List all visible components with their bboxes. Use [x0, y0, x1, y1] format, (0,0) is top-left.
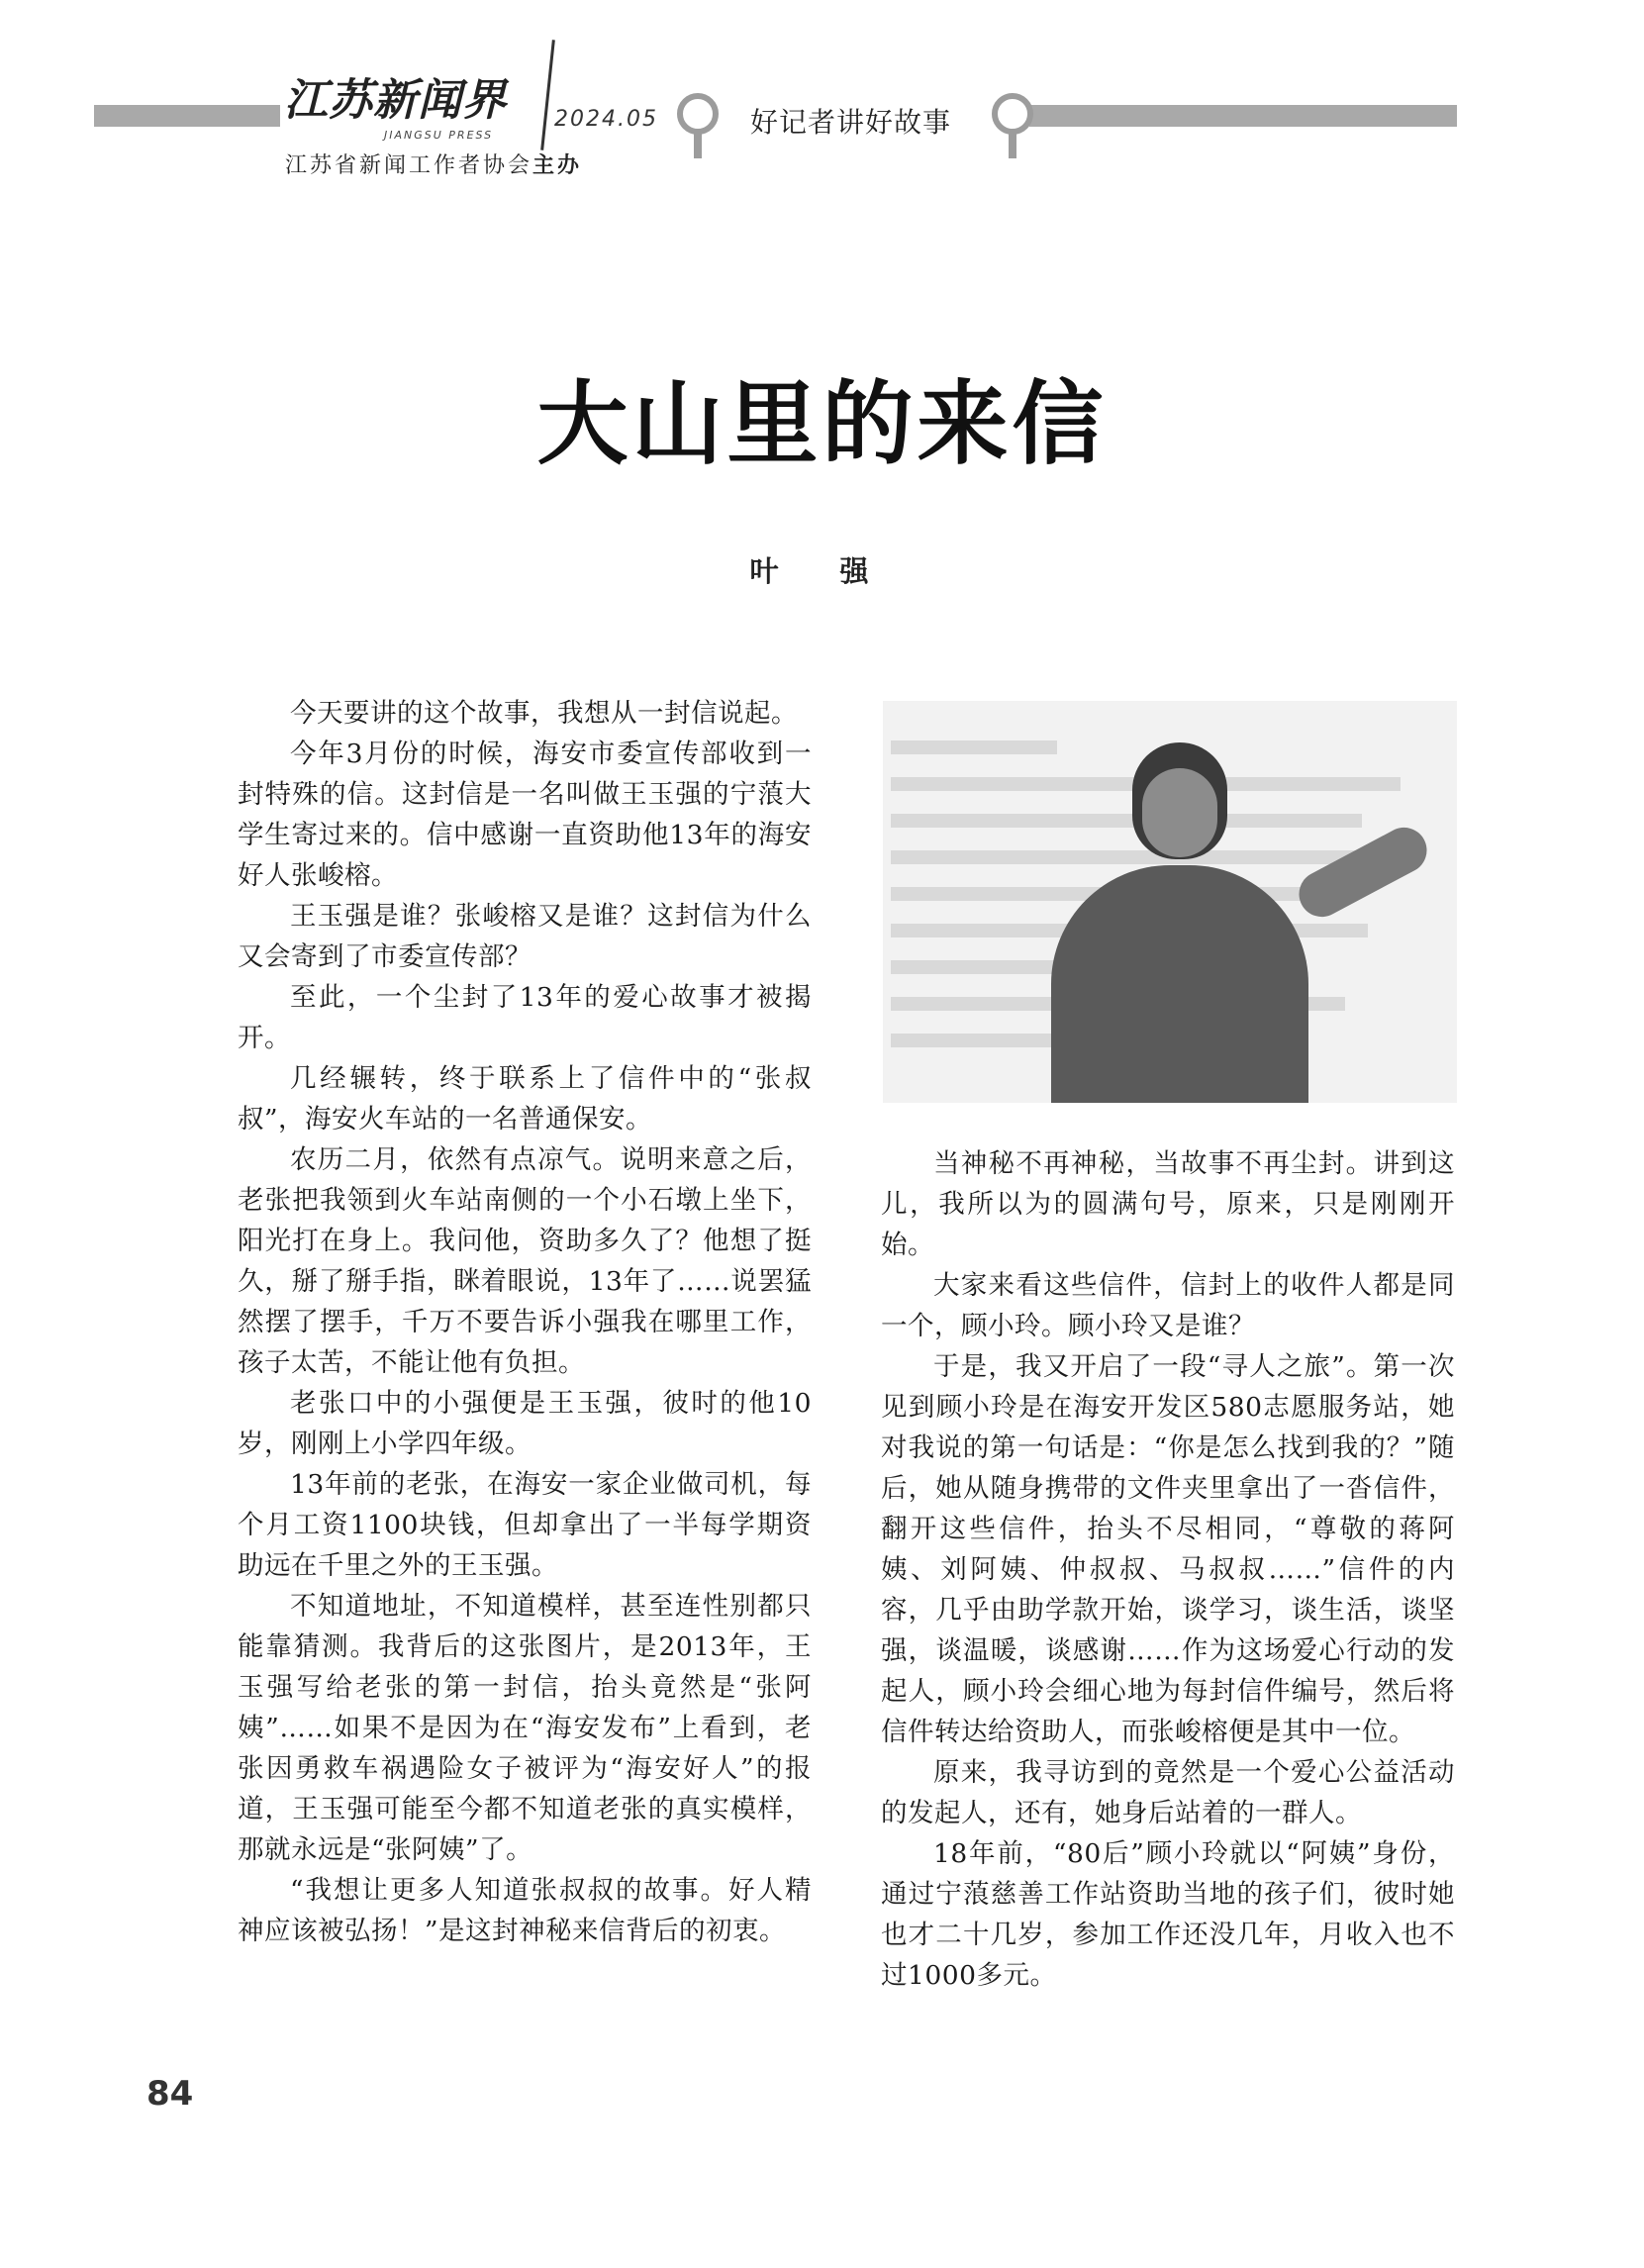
magazine-logo-english: JIANGSU PRESS [384, 129, 494, 142]
paragraph: 今年3月份的时候，海安市委宣传部收到一封特殊的信。这封信是一名叫做王玉强的宁蒗大学生寄过来的。信中感谢一直资助他13年的海安好人张峻榕。 [238, 739, 812, 891]
paragraph: “我想让更多人知道张叔叔的故事。好人精神应该被弘扬！”是这封神秘来信背后的初衷。 [238, 1875, 812, 1946]
paragraph: 农历二月，依然有点凉气。说明来意之后，老张把我领到火车站南侧的一个小石墩上坐下，阳光打在身上。我问他，资助多久了？他想了挺久，掰了掰手指，眯着眼说，13年了……说罢猛然摆了摆手，千万不要告诉小强我在哪里工作，孩子太苦，不能让他有负担。 [238, 1144, 812, 1378]
sponsor-line [285, 148, 582, 179]
header-bar-right [1029, 105, 1457, 127]
photo-person-body [1051, 865, 1308, 1103]
left-column [238, 693, 812, 1951]
paragraph: 大家来看这些信件，信封上的收件人都是同一个，顾小玲。顾小玲又是谁？ [881, 1270, 1455, 1341]
article-title: 大山里的来信 [536, 371, 1108, 477]
paragraph: 不知道地址，不知道模样，甚至连性别都只能靠猜测。我背后的这张图片，是2013年，王玉强写给老张的第一封信，抬头竟然是“张阿姨”……如果不是因为在“海安发布”上看到，老张因勇救车祸遇险女子被评为“海安好人”的报道，王玉强可能至今都不知道老张的真实模样，那就永远是“张阿姨”了。 [238, 1591, 812, 1865]
page-number: 84 [146, 2074, 194, 2114]
map-pin-icon [677, 93, 719, 135]
speaker-photo [883, 701, 1457, 1103]
paragraph: 于是，我又开启了一段“寻人之旅”。第一次见到顾小玲是在海安开发区580志愿服务站，她对我说的第一句话是：“你是怎么找到我的？”随后，她从随身携带的文件夹里拿出了一沓信件，翻开这些信件，抬头不尽相同，“尊敬的蒋阿姨、刘阿姨、仲叔叔、马叔叔……”信件的内容，几乎由助学款开始，谈学习，谈生活，谈坚强，谈温暖，谈感谢……作为这场爱心行动的发起人，顾小玲会细心地为每封信件编号，然后将信件转达给资助人，而张峻榕便是其中一位。 [881, 1351, 1455, 1747]
header-bar-left [94, 105, 280, 127]
paragraph: 原来，我寻访到的竟然是一个爱心公益活动的发起人，还有，她身后站着的一群人。 [881, 1757, 1455, 1828]
right-column [881, 1143, 1455, 1996]
paragraph: 几经辗转，终于联系上了信件中的“张叔叔”，海安火车站的一名普通保安。 [238, 1063, 812, 1134]
sponsor-org: 江苏省新闻工作者协会 [285, 153, 533, 178]
paragraph: 王玉强是谁？张峻榕又是谁？这封信为什么又会寄到了市委宣传部？ [238, 901, 812, 972]
column-name: 好记者讲好故事 [750, 106, 952, 139]
paragraph: 18年前，“80后”顾小玲就以“阿姨”身份，通过宁蒗慈善工作站资助当地的孩子们，彼时她也才二十几岁，参加工作还没几年，月收入也不过1000多元。 [881, 1838, 1455, 1991]
paragraph: 老张口中的小强便是王玉强，彼时的他10岁，刚刚上小学四年级。 [238, 1388, 812, 1459]
paragraph: 今天要讲的这个故事，我想从一封信说起。 [290, 698, 798, 729]
photo-person-face [1142, 768, 1217, 857]
paragraph: 当神秘不再神秘，当故事不再尘封。讲到这儿，我所以为的圆满句号，原来，只是刚刚开始。 [881, 1148, 1455, 1260]
paragraph: 13年前的老张，在海安一家企业做司机，每个月工资1100块钱，但却拿出了一半每学期资助远在千里之外的王玉强。 [238, 1469, 812, 1581]
paragraph: 至此，一个尘封了13年的爱心故事才被揭开。 [238, 982, 812, 1053]
article-author: 叶 强 [749, 554, 895, 588]
sponsor-role: 主办 [532, 153, 583, 178]
map-pin-icon [992, 93, 1033, 135]
header-divider [540, 40, 555, 150]
issue-number: 2024.05 [554, 107, 658, 132]
magazine-logo: 江苏新闻界 [284, 75, 507, 126]
